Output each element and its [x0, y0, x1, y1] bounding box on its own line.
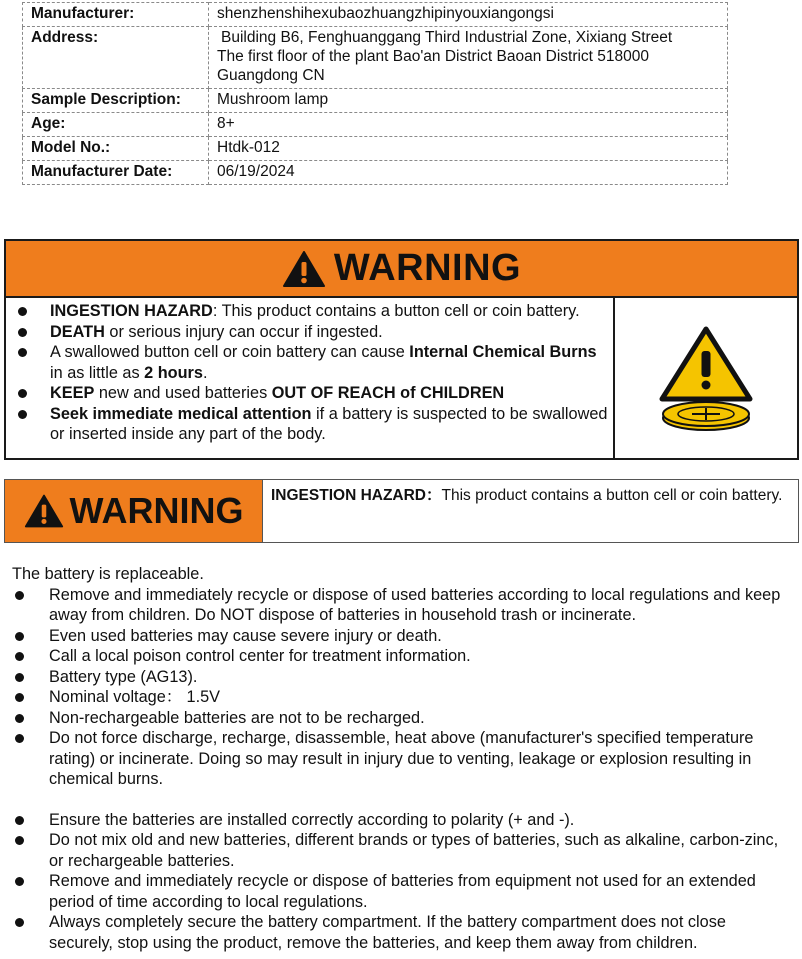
- age-value: 8+: [209, 113, 728, 137]
- bullet-icon: [15, 734, 24, 743]
- warning-list: [6, 298, 615, 460]
- product-info-table: [22, 2, 728, 185]
- table-row: [23, 137, 728, 161]
- list-item: Do not mix old and new batteries, different brands or types of batteries, such as alkaline, carbon-zinc, or rechargeable batteries.: [12, 830, 792, 871]
- table-row: [23, 27, 728, 89]
- list-item: Non-rechargeable batteries are not to be recharged.: [12, 708, 792, 729]
- warning-title: WARNING: [333, 247, 522, 289]
- manufacturer-date-label: Manufacturer Date:: [23, 161, 209, 185]
- model-number-value: Htdk-012: [209, 137, 728, 161]
- table-row: [23, 161, 728, 185]
- address-line: Building B6, Fenghuanggang Third Industrial Zone, Xixiang Street: [221, 29, 673, 46]
- table-row: [23, 113, 728, 137]
- bullet-icon: [15, 918, 24, 927]
- warning-triangle-icon: [24, 493, 64, 529]
- manufacturer-label: Manufacturer:: [23, 3, 209, 27]
- battery-replaceable-note: The battery is replaceable.: [12, 565, 204, 583]
- sample-description-value: Mushroom lamp: [209, 89, 728, 113]
- list-item: Always completely secure the battery compartment. If the battery compartment does not close securely, stop using the product, remove the batteries, and keep them away from children.: [12, 912, 792, 953]
- bullet-icon: [15, 693, 24, 702]
- table-row: [23, 89, 728, 113]
- address-value: [209, 27, 728, 89]
- manufacturer-value: shenzhenshihexubaozhuangzhipinyouxiangongsi: [209, 3, 728, 27]
- button-battery-hazard-symbol: [615, 298, 797, 460]
- list-item: Nominal voltage： 1.5V: [12, 687, 792, 708]
- list-item: Ensure the batteries are installed correctly according to polarity (+ and -).: [12, 810, 792, 831]
- list-item: Even used batteries may cause severe injury or death.: [12, 626, 792, 647]
- warning-box-primary: [4, 239, 799, 460]
- battery-warning-icon: [658, 325, 754, 433]
- warning-header: [6, 241, 797, 298]
- age-label: Age:: [23, 113, 209, 137]
- list-item: Seek immediate medical attention if a battery is suspected to be swallowed or inserted inside any part of the body.: [6, 404, 613, 445]
- bullet-icon: [15, 816, 24, 825]
- address-label: Address:: [23, 27, 209, 89]
- bullet-icon: [15, 632, 24, 641]
- sample-description-label: Sample Description:: [23, 89, 209, 113]
- ingestion-hazard-text: INGESTION HAZARD：This product contains a button cell or coin battery.: [271, 487, 783, 504]
- bullet-icon: [15, 673, 24, 682]
- list-item: Battery type (AG13).: [12, 667, 792, 688]
- address-line: Guangdong CN: [217, 67, 325, 84]
- list-item: A swallowed button cell or coin battery can cause Internal Chemical Burns in as little as 2 hours.: [6, 342, 613, 383]
- battery-instructions: [12, 564, 792, 953]
- warning-header: [5, 480, 263, 542]
- manufacturer-date-value: 06/19/2024: [209, 161, 728, 185]
- address-line: The first floor of the plant Bao'an District Baoan District 518000: [217, 48, 650, 65]
- model-number-label: Model No.:: [23, 137, 209, 161]
- list-item: Remove and immediately recycle or dispose of batteries from equipment not used for an extended period of time according to local regulations.: [12, 871, 792, 912]
- bullet-icon: [15, 714, 24, 723]
- bullet-icon: [15, 877, 24, 886]
- table-row: [23, 3, 728, 27]
- list-item: Do not force discharge, recharge, disassemble, heat above (manufacturer's specified temperature rating) or incinerate. Doing so may result in injury due to venting, leakage or explosion resulting in chemical burns.: [12, 728, 792, 790]
- list-item: INGESTION HAZARD: This product contains a button cell or coin battery.: [6, 301, 613, 322]
- warning-box-secondary: [4, 479, 799, 543]
- list-item: KEEP new and used batteries OUT OF REACH of CHILDREN: [6, 383, 613, 404]
- list-item: Call a local poison control center for treatment information.: [12, 646, 792, 667]
- list-item: Remove and immediately recycle or dispose of used batteries according to local regulations and keep away from children. Do NOT dispose of batteries in household trash or incinerate.: [12, 585, 792, 626]
- bullet-icon: [15, 836, 24, 845]
- warning-title: WARNING: [69, 490, 244, 531]
- list-item: DEATH or serious injury can occur if ingested.: [6, 322, 613, 343]
- bullet-icon: [15, 652, 24, 661]
- bullet-icon: [15, 591, 24, 600]
- warning-triangle-icon: [282, 250, 326, 288]
